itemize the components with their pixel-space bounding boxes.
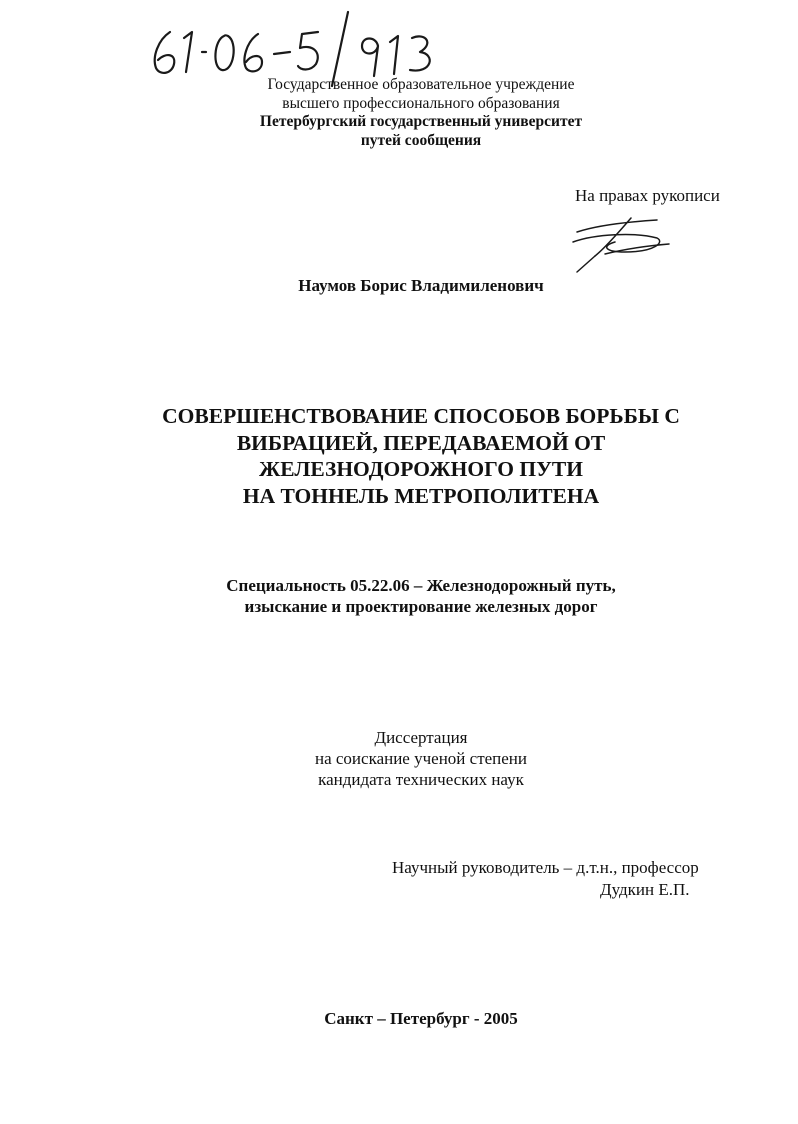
signature-drawing <box>565 212 675 277</box>
title-line-4: НА ТОННЕЛЬ МЕТРОПОЛИТЕНА <box>242 483 600 508</box>
specialty <box>22 575 798 617</box>
author-name: Наумов Борис Владимиленович <box>298 276 544 295</box>
supervisor <box>392 857 699 901</box>
supervisor-name: Дудкин Е.П. <box>600 880 690 899</box>
institution-header <box>22 76 798 150</box>
institution-name-cont: путей сообщения <box>360 131 482 149</box>
institution-name: Петербургский государственный университет <box>259 113 583 130</box>
title-line-1: СОВЕРШЕНСТВОВАНИЕ СПОСОБОВ БОРЬБЫ С <box>162 404 680 428</box>
handwritten-code <box>140 2 480 87</box>
specialty-line-1: Специальность 05.22.06 – Железнодорожный путь, <box>226 576 616 595</box>
institution-line-2: высшего профессионального образования <box>282 94 560 112</box>
dissertation-info <box>22 727 798 790</box>
institution-line-1: Государственное образовательное учреждение <box>267 76 575 93</box>
dissertation-title <box>22 403 798 509</box>
city-year: Санкт – Петербург - 2005 <box>324 1009 518 1028</box>
rights-note: На правах рукописи <box>575 186 720 205</box>
dissertation-degree: кандидата технических наук <box>318 770 524 789</box>
title-line-3: ЖЕЛЕЗНОДОРОЖНОГО ПУТИ <box>259 457 583 481</box>
title-line-2: ВИБРАЦИЕЙ, ПЕРЕДАВАЕМОЙ ОТ <box>236 430 606 455</box>
supervisor-role: Научный руководитель – д.т.н., профессор <box>392 858 699 877</box>
dissertation-label: Диссертация <box>374 728 468 747</box>
dissertation-purpose: на соискание ученой степени <box>314 749 528 768</box>
handwritten-code-drawing <box>140 2 480 87</box>
specialty-line-2: изыскание и проектирование железных дорог <box>244 597 598 616</box>
signature <box>565 212 675 277</box>
